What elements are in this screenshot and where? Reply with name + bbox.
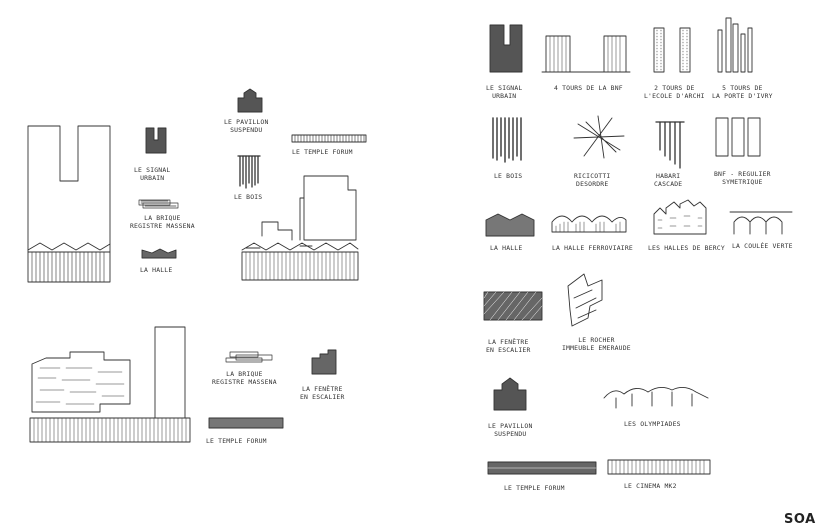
- label-right-coulee-verte: LA COULÉE VERTE: [732, 242, 793, 250]
- label-right-olympiades: LES OLYMPIADES: [624, 420, 681, 428]
- label-right-halle-ferroviaire: LA HALLE FERROVIAIRE: [552, 244, 633, 252]
- label-right-signal: LE SIGNAL URBAIN: [486, 84, 523, 100]
- right-coulee-verte-drawing: [730, 212, 792, 234]
- label-right-bnf-regulier: BNF - REGULIER SYMETRIQUE: [714, 170, 771, 186]
- label-left-brique: LA BRIQUE REGISTRE MASSENA: [130, 214, 195, 230]
- label-right-rocher: LE ROCHER IMMEUBLE EMERAUDE: [562, 336, 631, 352]
- left-bottom-temple-icon: [209, 418, 283, 428]
- label-left-bottom-fenetre: LA FENÊTRE EN ESCALIER: [300, 385, 345, 401]
- label-right-tours-ivry: 5 TOURS DE LA PORTE D'IVRY: [712, 84, 773, 100]
- label-right-bois: LE BOIS: [494, 172, 523, 180]
- label-left-pavillon: LE PAVILLON SUSPENDU: [224, 118, 269, 134]
- right-temple-drawing: [488, 462, 596, 474]
- right-cinema-drawing: [608, 460, 710, 474]
- label-right-temple: LE TEMPLE FORUM: [504, 484, 565, 492]
- right-halle-ferroviaire-drawing: [552, 216, 626, 232]
- label-right-halles-bercy: LES HALLES DE BERCY: [648, 244, 725, 252]
- label-left-bois: LE BOIS: [234, 193, 263, 201]
- label-right-cinema: LE CINEMA MK2: [624, 482, 677, 490]
- left-brique-icon: [139, 200, 178, 208]
- right-halles-bercy-drawing: [654, 200, 706, 234]
- label-right-desordre: RICICOTTI DESORDRE: [574, 172, 611, 188]
- label-left-halle: LA HALLE: [140, 266, 173, 274]
- label-left-temple: LE TEMPLE FORUM: [292, 148, 353, 156]
- label-right-tours-archi: 2 TOURS DE L'ECOLE D'ARCHI: [644, 84, 705, 100]
- right-olympiades-drawing: [604, 387, 708, 408]
- left-bottom-elevation: [30, 327, 190, 442]
- label-right-tours-bnf: 4 TOURS DE LA BNF: [554, 84, 623, 92]
- label-left-bottom-brique: LA BRIQUE REGISTRE MASSENA: [212, 370, 277, 386]
- right-pavillon-drawing: [494, 378, 526, 410]
- right-tours-archi-drawing: [654, 28, 690, 72]
- left-bois-icon: [238, 156, 260, 188]
- left-bottom-brique-icon: [226, 352, 272, 362]
- label-right-pavillon: LE PAVILLON SUSPENDU: [488, 422, 533, 438]
- left-bottom-fenetre-icon: [312, 350, 336, 374]
- left-temple-icon: [292, 135, 366, 142]
- right-fenetre-drawing: [484, 292, 542, 320]
- right-tours-bnf-drawing: [542, 36, 630, 72]
- left-composite-elevation: [242, 176, 358, 280]
- label-left-signal: LE SIGNAL URBAIN: [134, 166, 171, 182]
- label-right-cascade: HABARI CASCADE: [654, 172, 683, 188]
- right-halle-drawing: [486, 214, 534, 236]
- label-right-halle: LA HALLE: [490, 244, 523, 252]
- right-cascade-drawing: [656, 122, 684, 168]
- left-signal-tower-drawing: [28, 126, 110, 282]
- left-pavillon-icon: [238, 89, 262, 112]
- right-bois-drawing: [493, 118, 521, 162]
- left-halle-icon: [142, 249, 176, 258]
- right-signal-icon: [490, 25, 522, 72]
- right-rocher-drawing: [568, 274, 602, 326]
- label-left-bottom-temple: LE TEMPLE FORUM: [206, 437, 267, 445]
- left-signal-icon: [146, 128, 166, 153]
- soa-logo: SOA: [784, 512, 816, 527]
- label-right-fenetre: LA FENÊTRE EN ESCALIER: [486, 338, 531, 354]
- right-tours-ivry-drawing: [718, 18, 752, 72]
- right-desordre-drawing: [574, 116, 624, 158]
- right-bnf-regulier-drawing: [716, 118, 760, 156]
